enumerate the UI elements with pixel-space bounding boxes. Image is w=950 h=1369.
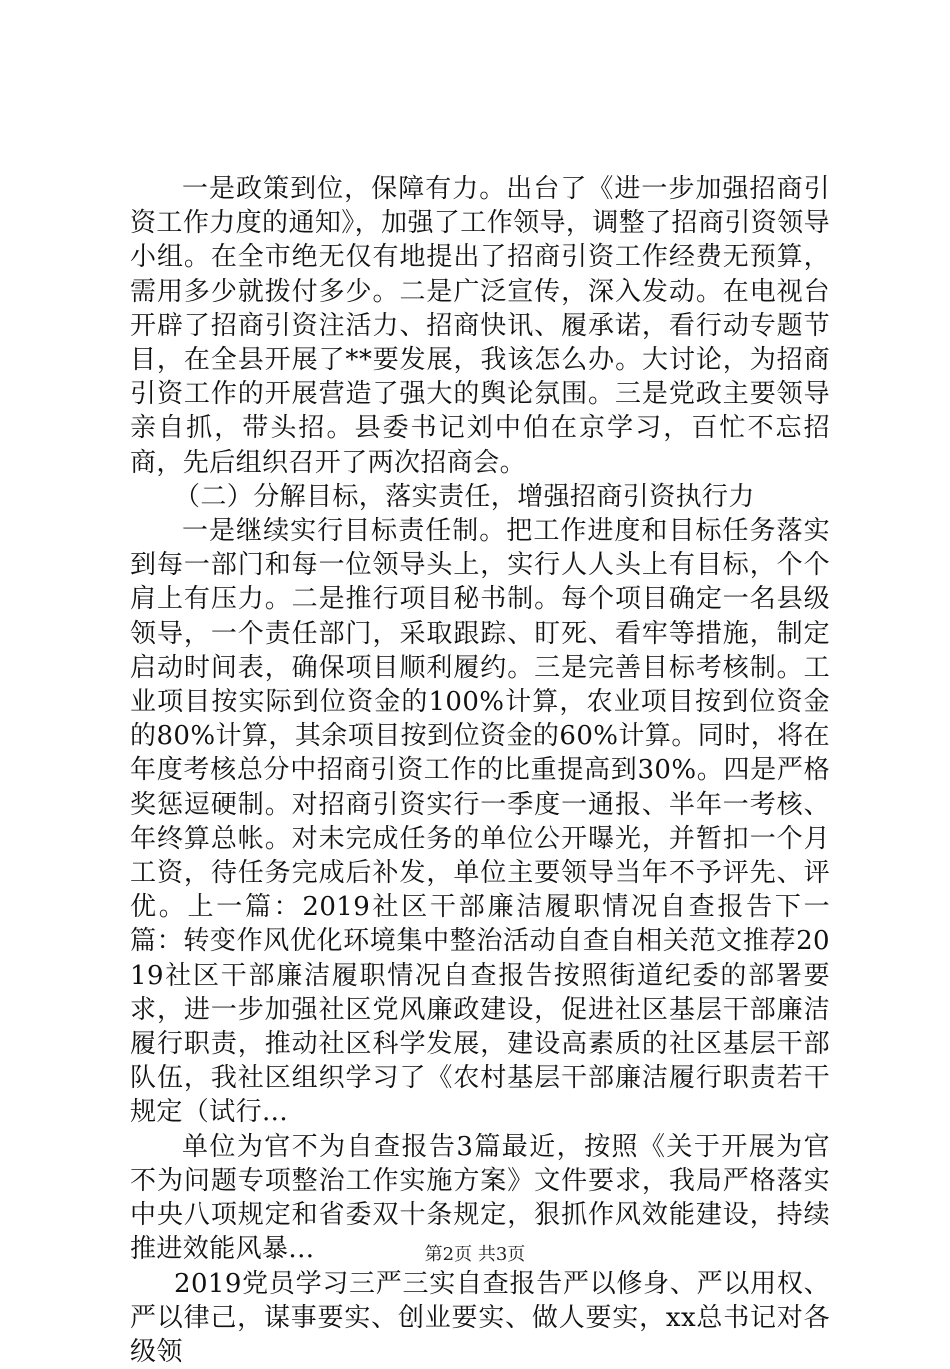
section-heading: （二）分解目标，落实责任，增强招商引资执行力 <box>130 480 830 514</box>
paragraph-policy: 一是政策到位，保障有力。出台了《进一步加强招商引资工作力度的通知》，加强了工作领导，调整了招商引资领导小组。在全市绝无仅有地提出了招商引资工作经费无预算，需用多少就拨付多少。二是广泛宣传，深入发动。在电视台开辟了招商引资注活力、招商快讯、履承诺，看行动专题节目，在全县开展了**要发展，我该怎么办。大讨论，为招商引资工作的开展营造了强大的舆论氛围。三是党政主要领导亲自抓，带头招。县委书记刘中伯在京学习，百忙不忘招商，先后组织召开了两次招商会。 <box>130 172 830 480</box>
page-number-footer: 第2页 共3页 <box>0 1244 950 1266</box>
document-body <box>130 172 830 1369</box>
paragraph-party-study: 2019党员学习三严三实自查报告严以修身、严以用权、严以律己，谋事要实、创业要实、做人要实，xx总书记对各级领 <box>130 1267 830 1369</box>
paragraph-related-report: 单位为官不为自查报告3篇最近，按照《关于开展为官不为问题专项整治工作实施方案》文件要求，我局严格落实中央八项规定和省委双十条规定，狠抓作风效能建设，持续推进效能风暴... <box>130 1130 830 1267</box>
paragraph-responsibility: 一是继续实行目标责任制。把工作进度和目标任务落实到每一部门和每一位领导头上，实行人人头上有目标，个个肩上有压力。二是推行项目秘书制。每个项目确定一名县级领导，一个责任部门，采取跟踪、盯死、看牢等措施，制定启动时间表，确保项目顺利履约。三是完善目标考核制。工业项目按实际到位资金的100%计算，农业项目按到位资金的80%计算，其余项目按到位资金的60%计算。同时，将在年度考核总分中招商引资工作的比重提高到30%。四是严格奖惩逗硬制。对招商引资实行一季度一通报、半年一考核、年终算总帐。对未完成任务的单位公开曝光，并暂扣一个月工资，待任务完成后补发，单位主要领导当年不予评先、评优。上一篇：2019社区干部廉洁履职情况自查报告下一篇：转变作风优化环境集中整治活动自查自相关范文推荐2019社区干部廉洁履职情况自查报告按照街道纪委的部署要求，进一步加强社区党风廉政建设，促进社区基层干部廉洁履行职责，推动社区科学发展，建设高素质的社区基层干部队伍，我社区组织学习了《农村基层干部廉洁履行职责若干规定（试行... <box>130 514 830 1130</box>
